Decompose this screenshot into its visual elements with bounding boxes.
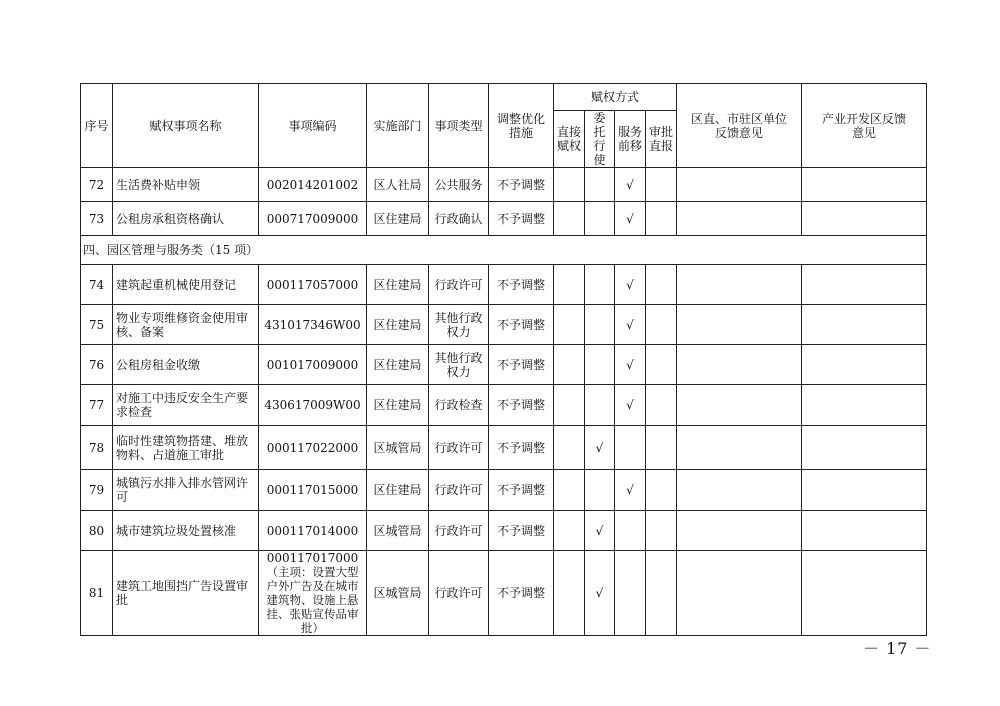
row-adjust: 不予调整 [489,470,554,511]
row-mode-direct-report [646,551,677,636]
row-mode-frontload: √ [615,345,646,385]
header-zone-feedback: 产业开发区反馈意见 [802,84,927,168]
row-mode-direct-report [646,511,677,551]
section-title: 四、园区管理与服务类（15 项） [81,236,927,265]
row-mode-entrust: √ [585,551,615,636]
row-name: 建筑工地围挡广告设置审批 [113,551,259,636]
row-type: 行政确认 [429,202,489,236]
row-type: 公共服务 [429,168,489,202]
row-district-feedback [677,385,802,426]
row-mode-entrust: √ [585,511,615,551]
row-seq: 73 [81,202,113,236]
row-mode-entrust [585,345,615,385]
row-mode-direct [554,385,585,426]
row-code: 431017346W00 [259,305,367,345]
row-mode-direct [554,511,585,551]
row-dept: 区人社局 [367,168,429,202]
row-mode-direct [554,426,585,470]
row-type: 其他行政权力 [429,345,489,385]
row-district-feedback [677,470,802,511]
row-name: 建筑起重机械使用登记 [113,265,259,305]
row-mode-frontload [615,426,646,470]
row-district-feedback [677,265,802,305]
row-mode-direct-report [646,385,677,426]
row-mode-frontload: √ [615,202,646,236]
row-mode-entrust: √ [585,426,615,470]
row-code: 000117015000 [259,470,367,511]
row-mode-direct [554,470,585,511]
row-code: 002014201002 [259,168,367,202]
table-row [81,551,927,636]
row-zone-feedback [802,551,927,636]
header-type: 事项类型 [429,84,489,168]
table-row [81,168,927,202]
row-code: 000117014000 [259,511,367,551]
row-code: 000117057000 [259,265,367,305]
row-district-feedback [677,345,802,385]
row-mode-entrust [585,168,615,202]
row-type: 行政许可 [429,265,489,305]
row-seq: 77 [81,385,113,426]
row-seq: 72 [81,168,113,202]
row-zone-feedback [802,168,927,202]
row-mode-frontload: √ [615,305,646,345]
row-mode-frontload: √ [615,265,646,305]
row-mode-direct [554,265,585,305]
row-zone-feedback [802,426,927,470]
row-type: 行政许可 [429,426,489,470]
row-name: 物业专项维修资金使用审核、备案 [113,305,259,345]
row-adjust: 不予调整 [489,551,554,636]
header-mode-direct: 直接赋权 [554,111,585,168]
row-mode-direct-report [646,305,677,345]
header-adjust: 调整优化措施 [489,84,554,168]
row-adjust: 不予调整 [489,202,554,236]
row-adjust: 不予调整 [489,426,554,470]
row-zone-feedback [802,470,927,511]
row-adjust: 不予调整 [489,305,554,345]
header-mode-frontload: 服务前移 [615,111,646,168]
row-mode-frontload [615,511,646,551]
row-type: 行政许可 [429,511,489,551]
row-type: 其他行政权力 [429,305,489,345]
row-dept: 区住建局 [367,265,429,305]
header-mode-entrust: 委托行使 [585,111,615,168]
row-mode-direct-report [646,345,677,385]
row-dept: 区住建局 [367,470,429,511]
row-code: 430617009W00 [259,385,367,426]
row-adjust: 不予调整 [489,265,554,305]
row-dept: 区城管局 [367,551,429,636]
table-row [81,511,927,551]
table-row [81,470,927,511]
row-district-feedback [677,168,802,202]
row-zone-feedback [802,345,927,385]
row-seq: 78 [81,426,113,470]
row-mode-direct-report [646,470,677,511]
row-mode-frontload: √ [615,168,646,202]
row-mode-entrust [585,470,615,511]
header-code: 事项编码 [259,84,367,168]
row-name: 城镇污水排入排水管网许可 [113,470,259,511]
table-row [81,426,927,470]
row-dept: 区城管局 [367,426,429,470]
row-district-feedback [677,511,802,551]
table-row [81,305,927,345]
row-mode-direct [554,345,585,385]
row-adjust: 不予调整 [489,385,554,426]
header-mode: 赋权方式 [554,84,677,111]
row-district-feedback [677,426,802,470]
row-adjust: 不予调整 [489,511,554,551]
authorization-table [80,83,927,636]
row-mode-direct-report [646,265,677,305]
row-dept: 区城管局 [367,511,429,551]
page-number: － 17 － [863,639,932,658]
row-type: 行政许可 [429,470,489,511]
row-code: 001017009000 [259,345,367,385]
row-name: 城市建筑垃圾处置核准 [113,511,259,551]
row-zone-feedback [802,265,927,305]
row-mode-entrust [585,265,615,305]
row-mode-entrust [585,202,615,236]
row-code: 000717009000 [259,202,367,236]
row-seq: 81 [81,551,113,636]
header-name: 赋权事项名称 [113,84,259,168]
row-name: 生活费补贴申领 [113,168,259,202]
row-zone-feedback [802,305,927,345]
row-zone-feedback [802,511,927,551]
header-mode-direct-report: 审批直报 [646,111,677,168]
row-code: 000117022000 [259,426,367,470]
row-zone-feedback [802,202,927,236]
row-code [259,551,367,636]
row-type: 行政检查 [429,385,489,426]
row-type: 行政许可 [429,551,489,636]
row-name: 临时性建筑物搭建、堆放物料、占道施工审批 [113,426,259,470]
row-name: 对施工中违反安全生产要求检查 [113,385,259,426]
row-mode-direct [554,202,585,236]
row-seq: 75 [81,305,113,345]
row-seq: 79 [81,470,113,511]
row-code-value: 000117017000 [266,551,359,565]
header-seq: 序号 [81,84,113,168]
row-mode-frontload: √ [615,470,646,511]
row-mode-direct-report [646,168,677,202]
row-mode-entrust [585,305,615,345]
row-seq: 76 [81,345,113,385]
row-dept: 区住建局 [367,202,429,236]
row-adjust: 不予调整 [489,345,554,385]
table-row [81,265,927,305]
row-code-note: （主项：设置大型户外广告及在城市建筑物、设施上悬挂、张贴宣传品审批） [266,565,359,635]
row-district-feedback [677,305,802,345]
row-district-feedback [677,202,802,236]
row-dept: 区住建局 [367,345,429,385]
row-seq: 74 [81,265,113,305]
row-district-feedback [677,551,802,636]
row-mode-direct [554,168,585,202]
table-row [81,345,927,385]
row-mode-direct-report [646,202,677,236]
row-mode-direct-report [646,426,677,470]
row-dept: 区住建局 [367,385,429,426]
row-mode-direct [554,551,585,636]
section-row [81,236,927,265]
header-district-feedback: 区直、市驻区单位反馈意见 [677,84,802,168]
table-row [81,385,927,426]
table-row [81,202,927,236]
row-zone-feedback [802,385,927,426]
row-mode-frontload: √ [615,385,646,426]
row-seq: 80 [81,511,113,551]
row-name: 公租房租金收缴 [113,345,259,385]
row-adjust: 不予调整 [489,168,554,202]
row-name: 公租房承租资格确认 [113,202,259,236]
row-mode-frontload [615,551,646,636]
row-mode-direct [554,305,585,345]
header-dept: 实施部门 [367,84,429,168]
row-dept: 区住建局 [367,305,429,345]
row-mode-entrust [585,385,615,426]
